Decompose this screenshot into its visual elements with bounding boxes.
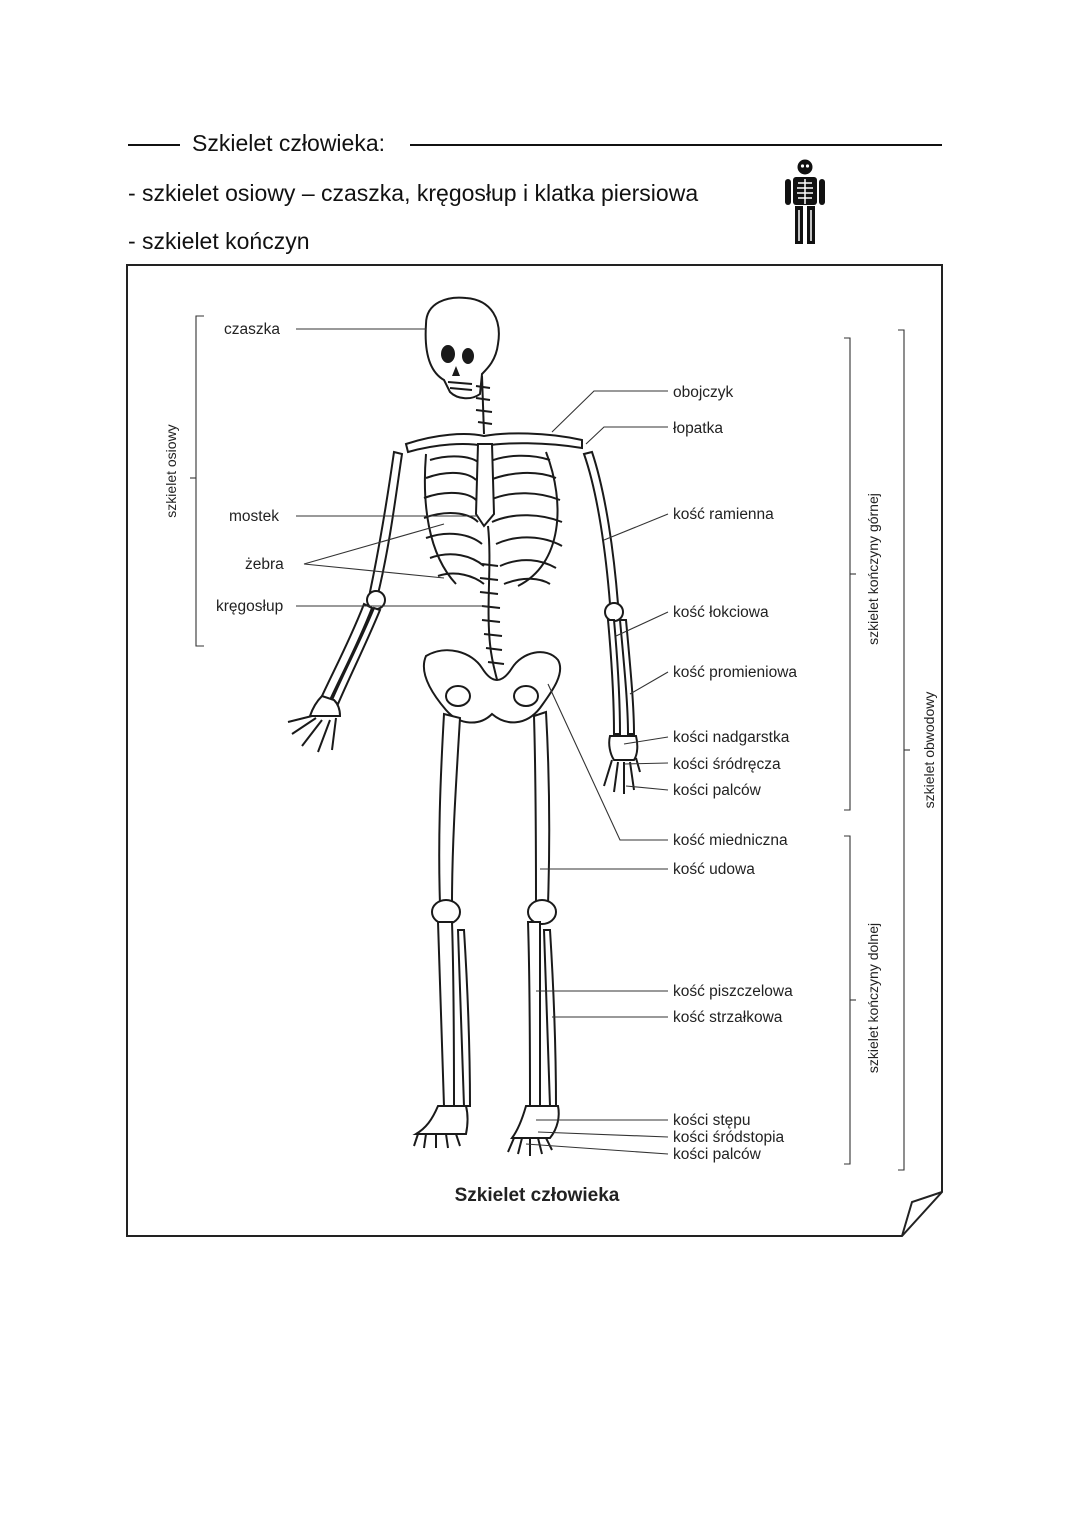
label-femur: kość udowa xyxy=(673,861,755,878)
bullet-limb-skeleton: - szkielet kończyn xyxy=(128,228,310,254)
heading-rule-left xyxy=(128,144,180,146)
skeleton-diagram xyxy=(126,264,944,1238)
label-metacarpals: kości śródręcza xyxy=(673,756,781,773)
skeleton-person-icon xyxy=(780,158,830,246)
bullet-axial-skeleton: - szkielet osiowy – czaszka, kręgosłup i klatka piersiowa xyxy=(128,180,699,206)
label-spine: kręgosłup xyxy=(216,598,284,615)
page-title: Szkielet człowieka: xyxy=(192,130,386,156)
label-carpals: kości nadgarstka xyxy=(673,729,790,746)
label-phalanges-foot: kości palców xyxy=(673,1146,761,1163)
label-clavicle: obojczyk xyxy=(673,384,734,401)
heading-rule-right xyxy=(410,144,942,146)
label-metatarsals: kości śródstopia xyxy=(673,1129,785,1146)
label-ulna: kość łokciowa xyxy=(673,604,769,621)
label-lower-limb-skeleton: szkielet kończyny dolnej xyxy=(865,922,881,1074)
label-tarsals: kości stępu xyxy=(673,1112,751,1129)
label-upper-limb-skeleton: szkielet kończyny górnej xyxy=(865,493,881,645)
label-tibia: kość piszczelowa xyxy=(673,983,793,1000)
label-humerus: kość ramienna xyxy=(673,506,774,523)
label-pelvis: kość miedniczna xyxy=(673,832,788,849)
label-axial-skeleton: szkielet osiowy xyxy=(163,424,179,518)
label-appendicular-skeleton: szkielet obwodowy xyxy=(921,691,937,809)
heading-row xyxy=(128,128,942,162)
label-ribs: żebra xyxy=(245,556,284,573)
label-fibula: kość strzałkowa xyxy=(673,1009,783,1026)
diagram-caption: Szkielet człowieka xyxy=(454,1185,620,1206)
label-sternum: mostek xyxy=(229,508,279,525)
label-radius: kość promieniowa xyxy=(673,664,798,681)
label-skull: czaszka xyxy=(224,321,280,338)
label-scapula: łopatka xyxy=(673,420,723,437)
label-phalanges-hand: kości palców xyxy=(673,782,761,799)
